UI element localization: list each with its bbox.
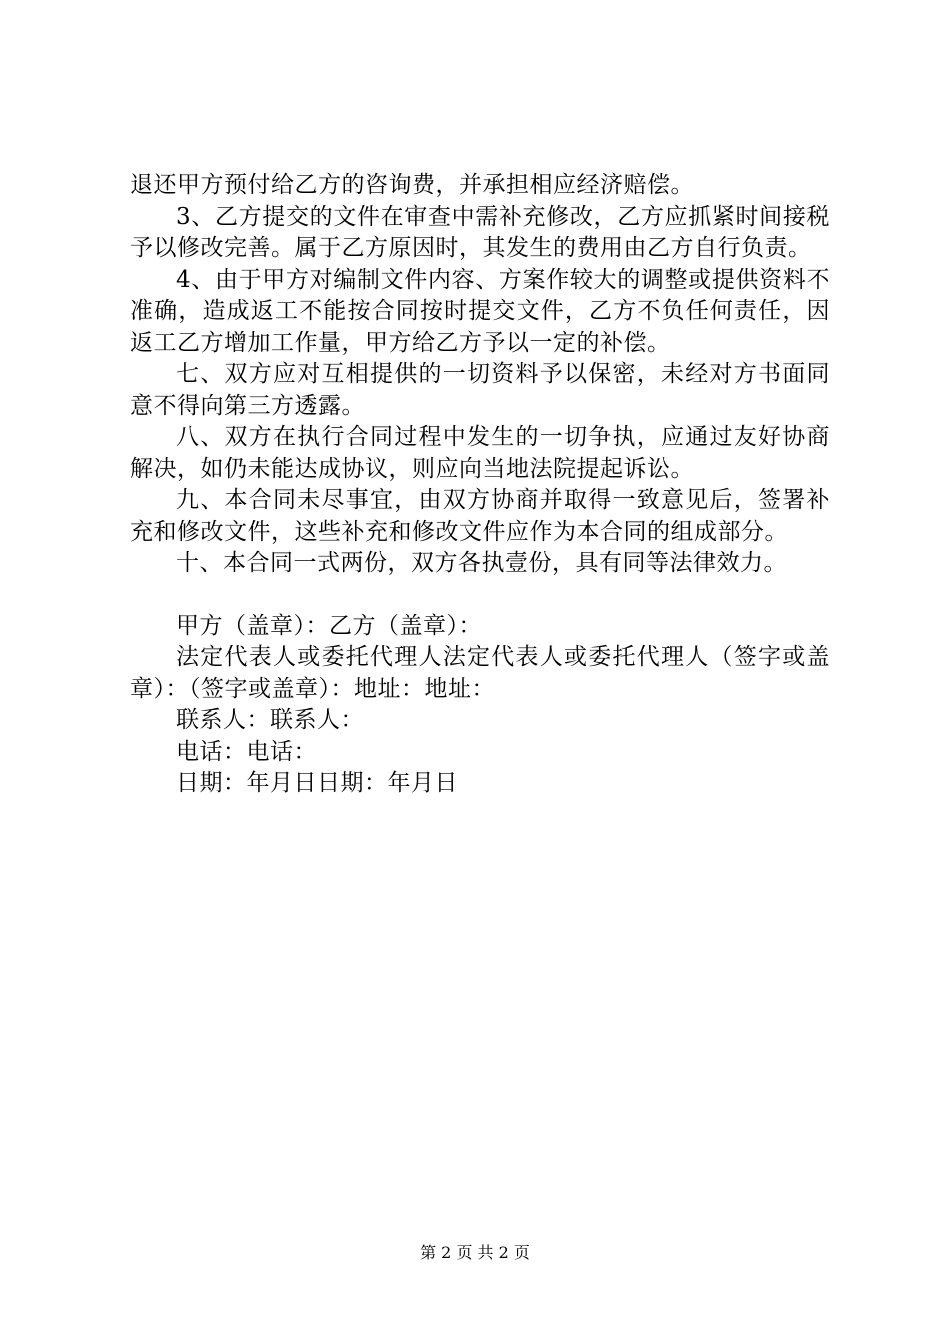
paragraph-article-8: 八、双方在执行合同过程中发生的一切争执，应通过友好协商解决，如仍未能达成协议，则应向当地法院提起诉讼。 <box>130 424 830 482</box>
paragraph-refund: 退还甲方预付给乙方的咨询费，并承担相应经济赔偿。 <box>130 172 694 198</box>
signature-representative-line: 法定代表人或委托代理人法定代表人或委托代理人（签字或盖章）：（签字或盖章）：地址：地址： <box>130 644 830 702</box>
page-footer: 第 2 页 共 2 页 <box>420 1243 530 1262</box>
paragraph-article-10: 十、本合同一式两份，双方各执壹份，具有同等法律效力。 <box>176 550 787 576</box>
signature-contact-line: 联系人：联系人： <box>176 707 364 733</box>
signature-date-line: 日期：年月日日期：年月日 <box>176 770 458 796</box>
paragraph-clause-3: 3、乙方提交的文件在审查中需补充修改，乙方应抓紧时间接税予以修改完善。属于乙方原因时，其发生的费用由乙方自行负责。 <box>130 203 830 261</box>
signature-phone-line: 电话：电话： <box>176 738 317 765</box>
blank-line <box>130 580 830 611</box>
paragraph-article-7: 七、双方应对互相提供的一切资料予以保密，未经对方书面同意不得向第三方透露。 <box>130 361 830 419</box>
paragraph-article-9: 九、本合同未尽事宜，由双方协商并取得一致意见后，签署补充和修改文件，这些补充和修改文件应作为本合同的组成部分。 <box>130 487 830 545</box>
signature-seal-line: 甲方（盖章）：乙方（盖章）： <box>176 612 482 639</box>
paragraph-clause-4: 4、由于甲方对编制文件内容、方案作较大的调整或提供资料不准确，造成返工不能按合同按时提交文件，乙方不负任何责任，因返工乙方增加工作量，甲方给乙方予以一定的补偿。 <box>130 266 830 356</box>
contract-body <box>130 170 830 800</box>
